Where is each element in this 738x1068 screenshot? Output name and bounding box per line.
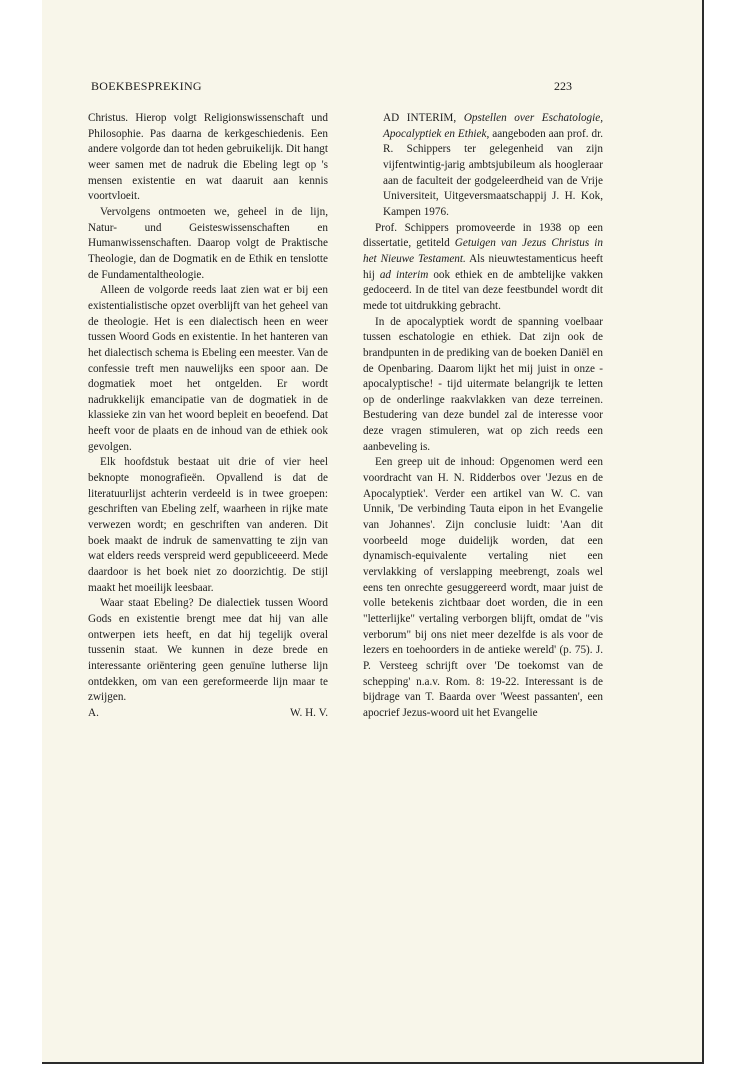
book-title: AD INTERIM, bbox=[383, 112, 457, 124]
paragraph: Waar staat Ebeling? De dialectiek tussen Woord Gods en existentie brengt mee dat hij van alle ontwerpen iets heeft, en dat hij tegelijk overal tussenin staat. We kunnen in deze brede en interessante oriëntering geen genuïne lutherse lijn ontdekken, om van een gereformeerde lijn maar te zwijgen. bbox=[88, 597, 328, 704]
book-publication-details: aangeboden aan prof. dr. R. Schippers ter gelegenheid van zijn vijfentwintig-jarig ambtsjubileum als hoogleraar aan de faculteit der godgeleerdheid van de Vrije Universiteit, Uitgeversmaatschappij J. H. Kok, Kampen 1976. bbox=[383, 127, 604, 218]
page-number: 223 bbox=[554, 79, 572, 93]
paragraph: In de apocalyptiek wordt de spanning voelbaar tussen eschatologie en ethiek. Dat zijn ook de brandpunten in de prediking van de boeken Daniël en de Openbaring. Daarom lijkt het mij juist in onze - apocalyptische! - tijd uitermate belangrijk te letten op de onderlinge raakvlakken van deze terreinen. Bestudering van deze bundel zal de interesse voor deze vragen stimuleren, wat op zich reeds een aanbeveling is. bbox=[363, 315, 603, 453]
book-entry bbox=[363, 111, 603, 221]
paragraph: Elk hoofdstuk bestaat uit drie of vier heel beknopte monografieën. Opvallend is dat de literatuurlijst achterin verdeeld is in twee groepen: geschriften van Ebeling zelf, waarheen in rijke mate verwezen wordt; en geschriften van anderen. Dit boek maakt de indruk de samenvatting te zijn van wat elders reeds verspreid werd gepubliceeerd. Mede daardoor is het boek niet zo doorzichtig. De stijl maakt het moeilijk leesbaar. bbox=[88, 456, 328, 594]
text-run: Als nieuwtestamenticus heeft hij bbox=[363, 252, 603, 281]
book-subtitle: Opstellen over Eschatologie, Apocalyptiek en Ethiek, bbox=[383, 112, 604, 140]
paragraph bbox=[363, 221, 603, 315]
paragraph: Alleen de volgorde reeds laat zien wat er bij een existentialistische opzet overblijft van het geheel van de theologie. Het is een dialectisch heen en weer tussen Woord Gods en existentie. In het hanteren van het dialectisch schema is Ebeling een meester. Van de confessie treft men nauwelijks een spoor aan. De dogmatiek moet het ontgelden. Er wordt nadrukkelijk emancipatie van de dogmatiek in de klassieke zin van het woord bepleit en beoefend. Dat heeft voor de plaats en de inhoud van de ethiek ook gevolgen. bbox=[88, 284, 328, 453]
paragraph: Een greep uit de inhoud: Opgenomen werd een voordracht van H. N. Ridderbos over 'Jezus en de Apocalyptiek'. Verder een artikel van W. C. van Unnik, 'De verbinding Tauta eipon in het Evangelie van Johannes'. Zijn conclusie luidt: 'Aan dit voorbeeld moge duidelijk worden, dat een dynamisch-equivalente vertaling niet een vervlakking of verslapping meebrengt, zoals wel eens ten onrechte gesuggereerd wordt, maar juist de volle betekenis zichtbaar doet worden, die in een "letterlijke" vertaling verborgen blijft, omdat de "vis verborum" bij ons niet meer dezelfde is als voor de lezers en toehoorders in de antieke wereld' (p. 75). J. P. Versteeg schrijft over 'De toekomst van de schepping' n.a.v. Rom. 8: 19-22. Interessant is de bijdrage van T. Baarda over 'Weest passanten', een apocrief Jezus-woord uit het Evangelie bbox=[363, 456, 603, 719]
right-column bbox=[363, 111, 603, 722]
page-sheet bbox=[42, 0, 704, 1064]
text-run: Prof. Schippers promoveerde in 1938 op een dissertatie, getiteld bbox=[363, 221, 603, 250]
paragraph: Christus. Hierop volgt Religionswissenschaft und Philosophie. Pas daarna de kerkgeschiedenis. Een andere volgorde dan tot heden gebruikelijk. Dit hangt weer samen met de nadruk die Ebeling legt op 's mensen existentie en wat daaruit aan kennis voortvloeit. bbox=[88, 112, 328, 203]
running-header: BOEKBESPREKING bbox=[91, 79, 202, 93]
signature-author: W. H. V. bbox=[289, 706, 328, 719]
left-column bbox=[88, 111, 328, 722]
latin-phrase: ad interim bbox=[379, 268, 429, 281]
text-run: ook ethiek en de ambtelijke vakken gedoceerd. In de titel van deze feestbundel wordt dit mede tot uitdrukking gebracht. bbox=[363, 268, 604, 312]
paragraph: Vervolgens ontmoeten we, geheel in de lijn, Natur- und Geisteswissenschaften en Humanwissenschaften. Daarop volgt de Praktische Theologie, dan de Dogmatik en de Ethik en tenslotte de Fundamentaltheologie. bbox=[88, 205, 328, 281]
review-signature bbox=[88, 706, 328, 722]
dissertation-title: Getuigen van Jezus Christus in het Nieuwe Testament. bbox=[363, 237, 603, 265]
signature-initial: A. bbox=[88, 706, 99, 719]
